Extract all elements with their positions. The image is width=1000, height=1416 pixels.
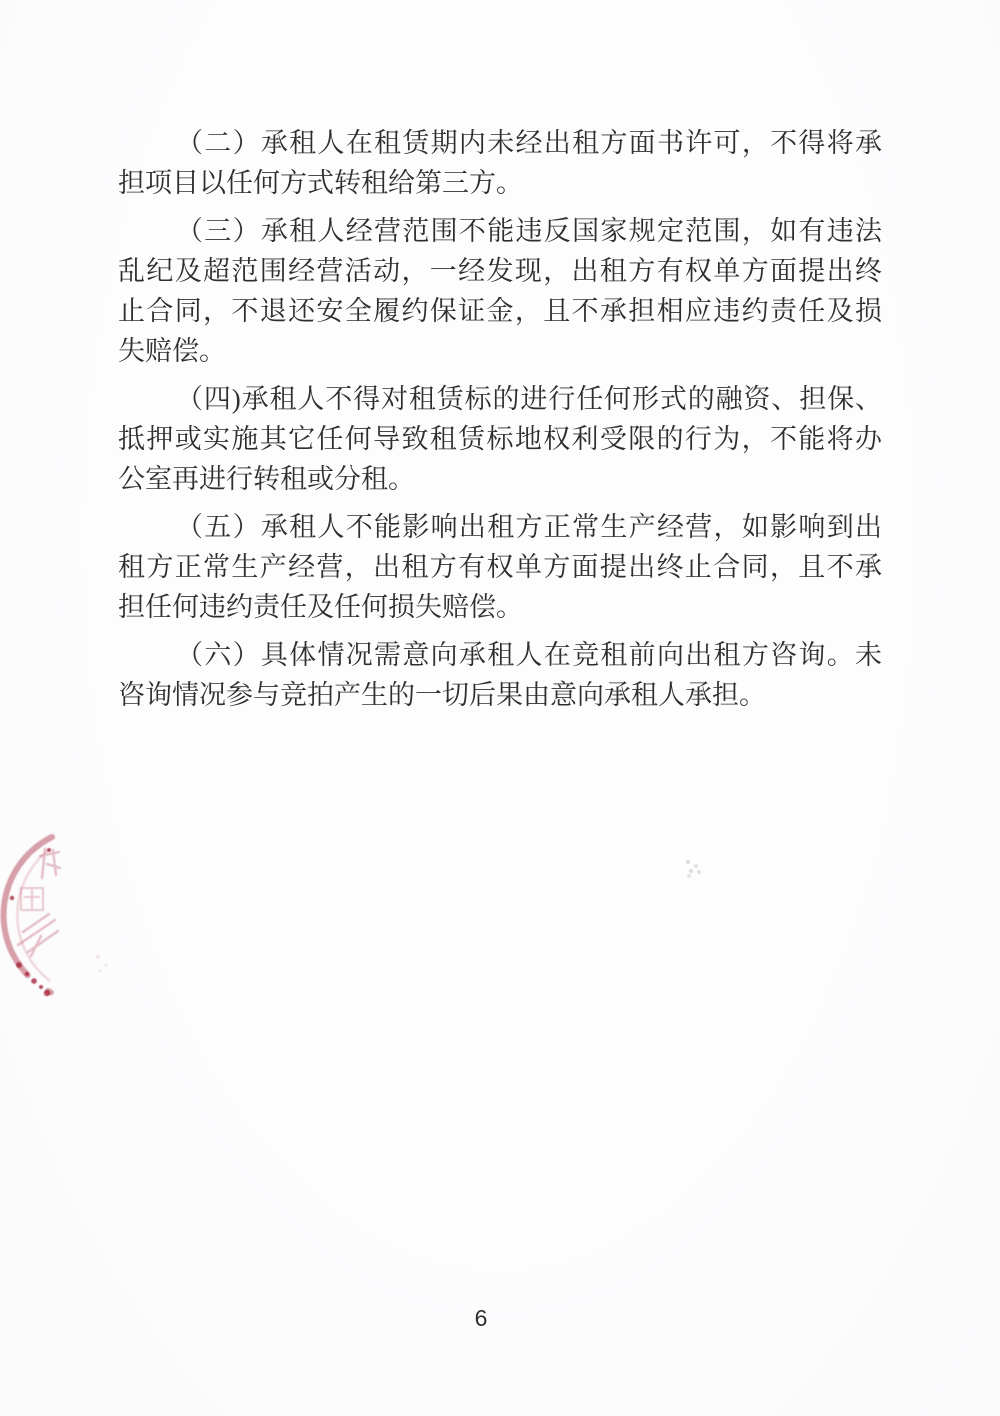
text-line: （二）承租人在租赁期内未经出租方面书许可，不得将承 [176,128,882,158]
text-line: 抵押或实施其它任何导致租赁标地权利受限的行为，不能将办 [118,424,882,454]
text-line: 乱纪及超范围经营活动，一经发现，出租方有权单方面提出终 [118,256,882,286]
red-seal-stamp [0,805,200,1065]
text-line: （四)承租人不得对租赁标的进行任何形式的融资、担保、 [176,384,882,414]
page-number: 6 [474,1305,488,1331]
stamp-arc [4,837,52,993]
contract-clauses [118,123,882,715]
clause-paragraph [118,507,882,627]
clause-paragraph [118,211,882,371]
text-line: 租方正常生产经营，出租方有权单方面提出终止合同，且不承 [118,552,882,582]
text-line: 失赔偿。 [118,336,226,366]
clause-paragraph [118,635,882,715]
scan-artifact [686,860,690,864]
clause-paragraph [118,379,882,499]
text-line: （三）承租人经营范围不能违反国家规定范围，如有违法 [176,216,882,246]
text-line: 止合同，不退还安全履约保证金，且不承担相应违约责任及损 [118,296,882,326]
text-line: 公室再进行转租或分租。 [118,464,415,494]
text-line: 担项目以任何方式转租给第三方。 [118,168,523,198]
text-line: （六）具体情况需意向承租人在竞租前向出租方咨询。未 [176,640,882,670]
text-line: 担任何违约责任及任何损失赔偿。 [118,592,523,622]
text-line: 咨询情况参与竞拍产生的一切后果由意向承租人承担。 [118,680,766,710]
clause-paragraph [118,123,882,203]
text-line: （五）承租人不能影响出租方正常生产经营，如影响到出 [176,512,882,542]
